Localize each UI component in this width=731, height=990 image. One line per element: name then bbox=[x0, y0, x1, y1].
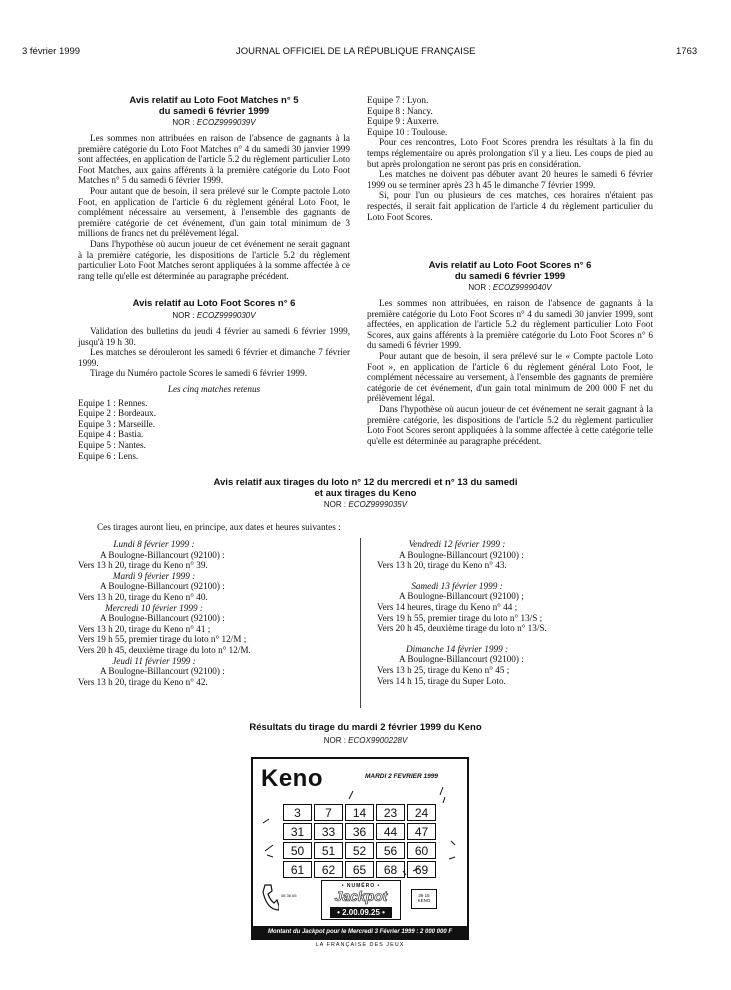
avis1-paragraph: Les sommes non attribuées en raison de l'absence de gagnants à la première catégorie du Loto Foot Matches n° 4 du samedi 30 janvier 1999 sont affectées, en application de l'article 5.2 du règlement particulier Loto Foot Matches, aux gains afférents à la première catégorie du Loto Foot Matches n° 5 du samedi 6 février 1999. bbox=[78, 133, 350, 186]
team-item: Equipe 9 : Auxerre. bbox=[367, 116, 439, 127]
keno-number: 60 bbox=[407, 842, 436, 859]
day-heading: Samedi 13 février 1999 : bbox=[411, 580, 503, 591]
keno-number: 50 bbox=[283, 842, 312, 859]
avis3-paragraph: Les sommes non attribuées, en raison de l'absence de gagnants à la première catégorie du Loto Foot Scores n° 4 du samedi 30 janvier 1999, sont affectées, en application de l'article 5.2 du règlement particulier Loto Foot Scores, aux gains afférents à la première catégorie du Loto Foot Scores n° 6 du samedi 6 février 1999. bbox=[367, 298, 653, 351]
fdj-logo-text: LA FRANÇAISE DES JEUX bbox=[315, 942, 405, 948]
schedule-right bbox=[377, 539, 653, 686]
phone-number: 08 36 65 bbox=[281, 893, 297, 898]
schedule-line: Vers 19 h 55, premier tirage du loto n° 13/S ; bbox=[377, 612, 543, 623]
team-list-continued bbox=[367, 95, 653, 137]
keno-number: 47 bbox=[407, 823, 436, 840]
place-line: A Boulogne-Billancourt (92100) : bbox=[100, 613, 225, 624]
team-item: Equipe 10 : Toulouse. bbox=[367, 126, 448, 137]
team-item: Equipe 3 : Marseille. bbox=[78, 418, 156, 429]
avis1-paragraph: Dans l'hypothèse où aucun joueur de cet événement ne serait gagnant à la première catégorie, les dispositions de l'article 5.2 du règlement particulier Loto Foot Matches seront appliquées à la somme affectée à ce rang telle qu'elle est déterminée au paragraphe précédent. bbox=[78, 238, 350, 281]
place-line: A Boulogne-Billancourt (92100) : bbox=[399, 549, 524, 560]
keno-number: 7 bbox=[314, 804, 343, 821]
avis1-nor: NOR : ECOZ9999039V bbox=[172, 118, 256, 127]
jackpot-banner: Montant du Jackpot pour le Mercredi 3 Février 1999 : 2 000 000 F bbox=[253, 926, 467, 938]
telephone-icon bbox=[261, 883, 279, 913]
avis-loto-foot-scores bbox=[78, 298, 350, 461]
jackpot-number: • 2.00.09.25 • bbox=[330, 907, 392, 918]
avis4-intro: Ces tirages auront lieu, en principe, aux dates et heures suivantes : bbox=[97, 522, 341, 532]
team-item: Equipe 6 : Lens. bbox=[78, 450, 139, 461]
place-line: A Boulogne-Billancourt (92100) : bbox=[399, 654, 524, 665]
day-heading: Mercredi 10 février 1999 : bbox=[105, 602, 203, 613]
keno-number: 14 bbox=[345, 804, 374, 821]
keno-number: 52 bbox=[345, 842, 374, 859]
team-item: Equipe 2 : Bordeaux. bbox=[78, 408, 157, 419]
avis-loto-foot-scores-6 bbox=[367, 260, 653, 446]
keno-logo: Keno bbox=[261, 765, 323, 792]
avis-tirages-loto bbox=[78, 477, 653, 509]
schedule-line: Vers 13 h 20, tirage du Keno n° 43. bbox=[377, 560, 507, 571]
schedule-line: Vers 20 h 45, deuxième tirage du loto n° 12/M. bbox=[78, 644, 251, 655]
team-item: Equipe 8 : Nancy. bbox=[367, 105, 433, 116]
avis2-rules bbox=[367, 137, 653, 222]
minitel-box: 36 15 KENO bbox=[411, 889, 437, 909]
day-heading: Lundi 8 février 1999 : bbox=[113, 539, 195, 549]
avis4-title-line1: Avis relatif aux tirages du loto n° 12 du mercredi et n° 13 du samedi bbox=[213, 477, 518, 488]
keno-number: 24 bbox=[407, 804, 436, 821]
place-line: A Boulogne-Billancourt (92100) : bbox=[100, 549, 225, 560]
avis3-title-line2: du samedi 6 février 1999 bbox=[454, 271, 566, 282]
avis2-paragraph: Validation des bulletins du jeudi 4 février au samedi 6 février 1999, jusqu'à 19 h 30. bbox=[78, 326, 350, 347]
avis3-paragraph: Pour autant que de besoin, il sera prélevé sur le « Compte pactole Loto Foot », en application de l'article 6 du règlement général Loto Foot, le complément nécessaire au versement, à l'ensemble des gagnants de première catégorie de cet événement, d'un gain total minimum de 200 000 F net du prélèvement légal. bbox=[367, 350, 653, 404]
avis2-paragraph: Les matches ne doivent pas débuter avant 20 heures le samedi 6 février 1999 ou se terminer après 23 h 45 le dimanche 7 février 1999. bbox=[367, 169, 653, 190]
keno-number: 68 bbox=[376, 861, 405, 878]
schedule-left bbox=[78, 539, 348, 687]
day-heading: Jeudi 11 février 1999 : bbox=[112, 655, 196, 666]
day-heading: Mardi 9 février 1999 : bbox=[112, 570, 196, 581]
column-divider bbox=[360, 538, 361, 708]
schedule-line: Vers 13 h 20, tirage du Keno n° 40. bbox=[78, 591, 208, 602]
jackpot-logo: Jackpot bbox=[334, 888, 388, 904]
keno-number: 61 bbox=[283, 861, 312, 878]
avis2-paragraph: Pour ces rencontres, Loto Foot Scores prendra les résultats à la fin du temps réglementaire ou après prolongation s'il y a lieu. Les coups de pied au but après prolongation ne seront pas pris en considération. bbox=[367, 137, 653, 169]
avis4-title-line2: et aux tirages du Keno bbox=[314, 488, 417, 499]
journal-title: JOURNAL OFFICIEL DE LA RÉPUBLIQUE FRANÇAISE bbox=[236, 46, 476, 57]
avis2-paragraph: Si, pour l'un ou plusieurs de ces matches, ces horaires n'étaient pas respectés, il serait fait application de l'article 4 du règlement particulier du Loto Foot Scores. bbox=[367, 190, 653, 222]
avis3-paragraph: Dans l'hypothèse où aucun joueur de cet événement ne serait gagnant à la première catégorie, les dispositions de l'article 5.2 du règlement particulier Loto Foot Scores seront appliquées à la somme affectée à cette catégorie telle qu'elle est déterminée au paragraphe précédent. bbox=[367, 403, 653, 446]
keno-number: 51 bbox=[314, 842, 343, 859]
jackpot-numero-label: • NUMÉRO • bbox=[341, 883, 381, 889]
avis-loto-foot-matches bbox=[78, 95, 350, 281]
keno-number: 65 bbox=[345, 861, 374, 878]
avis1-paragraph: Pour autant que de besoin, il sera prélevé sur le Compte pactole Loto Foot, en application de l'article 6 du règlement général Loto Foot, le complément nécessaire au versement, à l'ensemble des gagnants de première catégorie de cet événement, d'un gain total minimum de 3 millions de francs net du prélèvement légal. bbox=[78, 185, 350, 239]
place-line: A Boulogne-Billancourt (92100) : bbox=[100, 666, 225, 677]
keno-number: 69 bbox=[407, 861, 436, 878]
resultats-nor: NOR : ECOX9900228V bbox=[323, 736, 408, 745]
avis3-nor: NOR : ECOZ9999040V bbox=[468, 283, 552, 292]
avis2-nor: NOR : ECOZ9999030V bbox=[172, 311, 256, 320]
avis4-nor: NOR : ECOZ9999035V bbox=[323, 500, 408, 509]
header-date: 3 février 1999 bbox=[22, 46, 81, 57]
avis2-title: Avis relatif au Loto Foot Scores n° 6 bbox=[132, 298, 296, 309]
keno-number: 23 bbox=[376, 804, 405, 821]
schedule-line: Vers 20 h 45, deuxième tirage du loto n° 13/S. bbox=[377, 623, 547, 634]
keno-number: 33 bbox=[314, 823, 343, 840]
keno-number: 31 bbox=[283, 823, 312, 840]
day-heading: Vendredi 12 février 1999 : bbox=[408, 539, 506, 549]
avis2-paragraph: Les matches se dérouleront les samedi 6 février et dimanche 7 février 1999. bbox=[78, 347, 350, 368]
matches-title: Les cinq matches retenus bbox=[167, 383, 261, 394]
schedule-line: Vers 13 h 20, tirage du Keno n° 41 ; bbox=[78, 623, 211, 634]
keno-number: 56 bbox=[376, 842, 405, 859]
schedule-line: Vers 14 h 15, tirage du Super Loto. bbox=[377, 675, 506, 686]
keno-number: 62 bbox=[314, 861, 343, 878]
keno-draw-date: MARDI 2 FEVRIER 1999 bbox=[365, 773, 438, 780]
resultats-title: Résultats du tirage du mardi 2 février 1999 du Keno bbox=[249, 722, 482, 733]
schedule-line: Vers 14 heures, tirage du Keno n° 44 ; bbox=[377, 601, 518, 612]
avis1-body bbox=[78, 133, 350, 281]
schedule-line: Vers 19 h 55, premier tirage du loto n° 12/M ; bbox=[78, 634, 247, 645]
avis1-title-line1: Avis relatif au Loto Foot Matches n° 5 bbox=[129, 95, 299, 106]
keno-number: 44 bbox=[376, 823, 405, 840]
place-line: A Boulogne-Billancourt (92100) ; bbox=[399, 591, 524, 602]
resultats-keno bbox=[78, 722, 653, 745]
avis2-paragraph: Tirage du Numéro pactole Scores le samedi 6 février 1999. bbox=[90, 368, 308, 379]
team-list bbox=[78, 398, 350, 462]
keno-number: 36 bbox=[345, 823, 374, 840]
team-item: Equipe 1 : Rennes. bbox=[78, 397, 148, 408]
schedule-line: Vers 13 h 20, tirage du Keno n° 39. bbox=[78, 560, 208, 571]
keno-number: 3 bbox=[283, 804, 312, 821]
schedule-line: Vers 13 h 20, tirage du Keno n° 42. bbox=[78, 676, 208, 687]
day-heading: Dimanche 14 février 1999 : bbox=[405, 643, 509, 654]
team-item: Equipe 7 : Lyon. bbox=[367, 95, 429, 105]
avis3-body bbox=[367, 298, 653, 446]
avis1-title-line2: du samedi 6 février 1999 bbox=[158, 106, 270, 117]
keno-number-grid bbox=[283, 804, 436, 878]
jackpot-box bbox=[321, 880, 401, 920]
team-item: Equipe 5 : Nantes. bbox=[78, 439, 146, 450]
page-number: 1763 bbox=[676, 46, 698, 57]
avis3-title-line1: Avis relatif au Loto Foot Scores n° 6 bbox=[428, 260, 592, 271]
avis2-continuation bbox=[367, 95, 653, 222]
team-item: Equipe 4 : Bastia. bbox=[78, 429, 144, 440]
avis2-body bbox=[78, 326, 350, 379]
schedule-line: Vers 13 h 25, tirage du Keno n° 45 ; bbox=[377, 664, 510, 675]
place-line: A Boulogne-Billancourt (92100) : bbox=[100, 581, 225, 592]
keno-ticket bbox=[251, 757, 469, 940]
